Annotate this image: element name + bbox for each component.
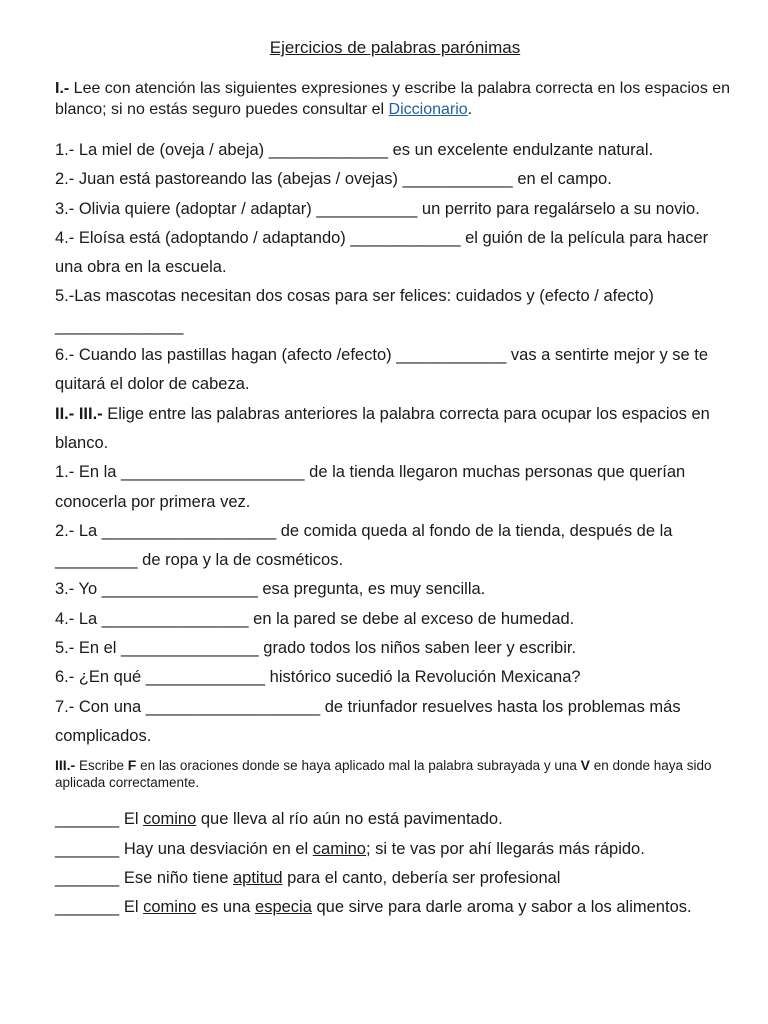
answer-blank: _______ — [55, 898, 120, 917]
item-text: Ese niño tiene — [119, 868, 233, 887]
exercise-item: 4.- La ________________ en la pared se debe al exceso de humedad. — [55, 609, 575, 628]
item-text: que sirve para darle aroma y sabor a los alimentos. — [311, 898, 692, 917]
section2-items — [55, 458, 735, 751]
underlined-word: comino — [143, 810, 197, 829]
section2-label: II.- III.- — [55, 404, 103, 423]
item-text: es una — [196, 898, 256, 917]
true-false-item — [55, 805, 735, 834]
true-false-item — [55, 835, 735, 864]
answer-blank: _______ — [55, 839, 120, 858]
exercise-item: 2.- Juan está pastoreando las (abejas / ovejas) ____________ en el campo. — [55, 170, 612, 189]
underlined-word: aptitud — [233, 868, 283, 887]
section3-instruction — [55, 757, 735, 791]
letter-f: F — [127, 757, 137, 774]
exercise-item: 5.-Las mascotas necesitan dos cosas para ser felices: cuidados y (efecto / afecto) ______________ — [55, 287, 654, 335]
item-text: para el canto, debería ser profesional — [282, 868, 561, 887]
true-false-item — [55, 893, 735, 922]
exercise-item: 3.- Olivia quiere (adoptar / adaptar) ___________ un perrito para regalárselo a su novio. — [55, 199, 700, 218]
section1-instruction — [55, 78, 735, 120]
underlined-word: comino — [143, 898, 197, 917]
item-text: El — [119, 898, 144, 917]
section2-instruction — [55, 400, 735, 459]
underlined-word: camino — [312, 839, 366, 858]
exercise-item: 6.- ¿En qué _____________ histórico sucedió la Revolución Mexicana? — [55, 668, 581, 687]
dictionary-link[interactable]: Diccionario — [388, 101, 468, 118]
section1-instruction-end: . — [467, 101, 473, 118]
section2-instruction-text: Elige entre las palabras anteriores la palabra correcta para ocupar los espacios en blanco. — [55, 404, 710, 452]
item-text: Hay una desviación en el — [119, 839, 313, 858]
item-text: ; si te vas por ahí llegarás más rápido. — [366, 839, 645, 858]
section1-instruction-text: Lee con atención las siguientes expresiones y escribe la palabra correcta en los espacios en blanco; si no estás seguro puedes consultar el — [55, 80, 731, 118]
letter-v: V — [580, 757, 590, 774]
exercise-item: 6.- Cuando las pastillas hagan (afecto /efecto) ____________ vas a sentirte mejor y se te quitará el dolor de cabeza. — [55, 346, 709, 394]
section3-label: III.- — [55, 757, 76, 774]
true-false-item — [55, 864, 735, 893]
worksheet-page — [55, 38, 735, 922]
section3-text-c: en donde haya sido aplicada correctamente. — [55, 758, 712, 791]
exercise-item: 5.- En el _______________ grado todos los niños saben leer y escribir. — [55, 639, 577, 658]
item-text: que lleva al río aún no está pavimentado. — [196, 810, 503, 829]
page-title: Ejercicios de palabras parónimas — [269, 38, 521, 57]
exercise-item: 4.- Eloísa está (adoptando / adaptando) ____________ el guión de la película para hacer una obra en la escuela. — [55, 228, 709, 277]
exercise-item: 1.- La miel de (oveja / abeja) _____________ es un excelente endulzante natural. — [55, 141, 654, 159]
answer-blank: _______ — [55, 810, 120, 829]
item-text: El — [119, 810, 144, 829]
section1-items — [55, 136, 735, 400]
answer-blank: _______ — [55, 868, 120, 887]
exercise-item: 7.- Con una ___________________ de triunfador resuelves hasta los problemas más complicados. — [55, 697, 681, 745]
section3-text-b: en las oraciones donde se haya aplicado mal la palabra subrayada y una — [136, 758, 581, 774]
exercise-item: 1.- En la ____________________ de la tienda llegaron muchas personas que querían conocerla por primera vez. — [55, 463, 686, 511]
underlined-word: especia — [255, 898, 312, 917]
section1-label: I.- — [55, 80, 70, 97]
section3-text-a: Escribe — [75, 758, 128, 774]
exercise-item: 2.- La ___________________ de comida queda al fondo de la tienda, después de la _________ de ropa y la de cosméticos. — [55, 521, 673, 570]
section3-items — [55, 805, 735, 922]
exercise-item: 3.- Yo _________________ esa pregunta, es muy sencilla. — [55, 580, 486, 599]
